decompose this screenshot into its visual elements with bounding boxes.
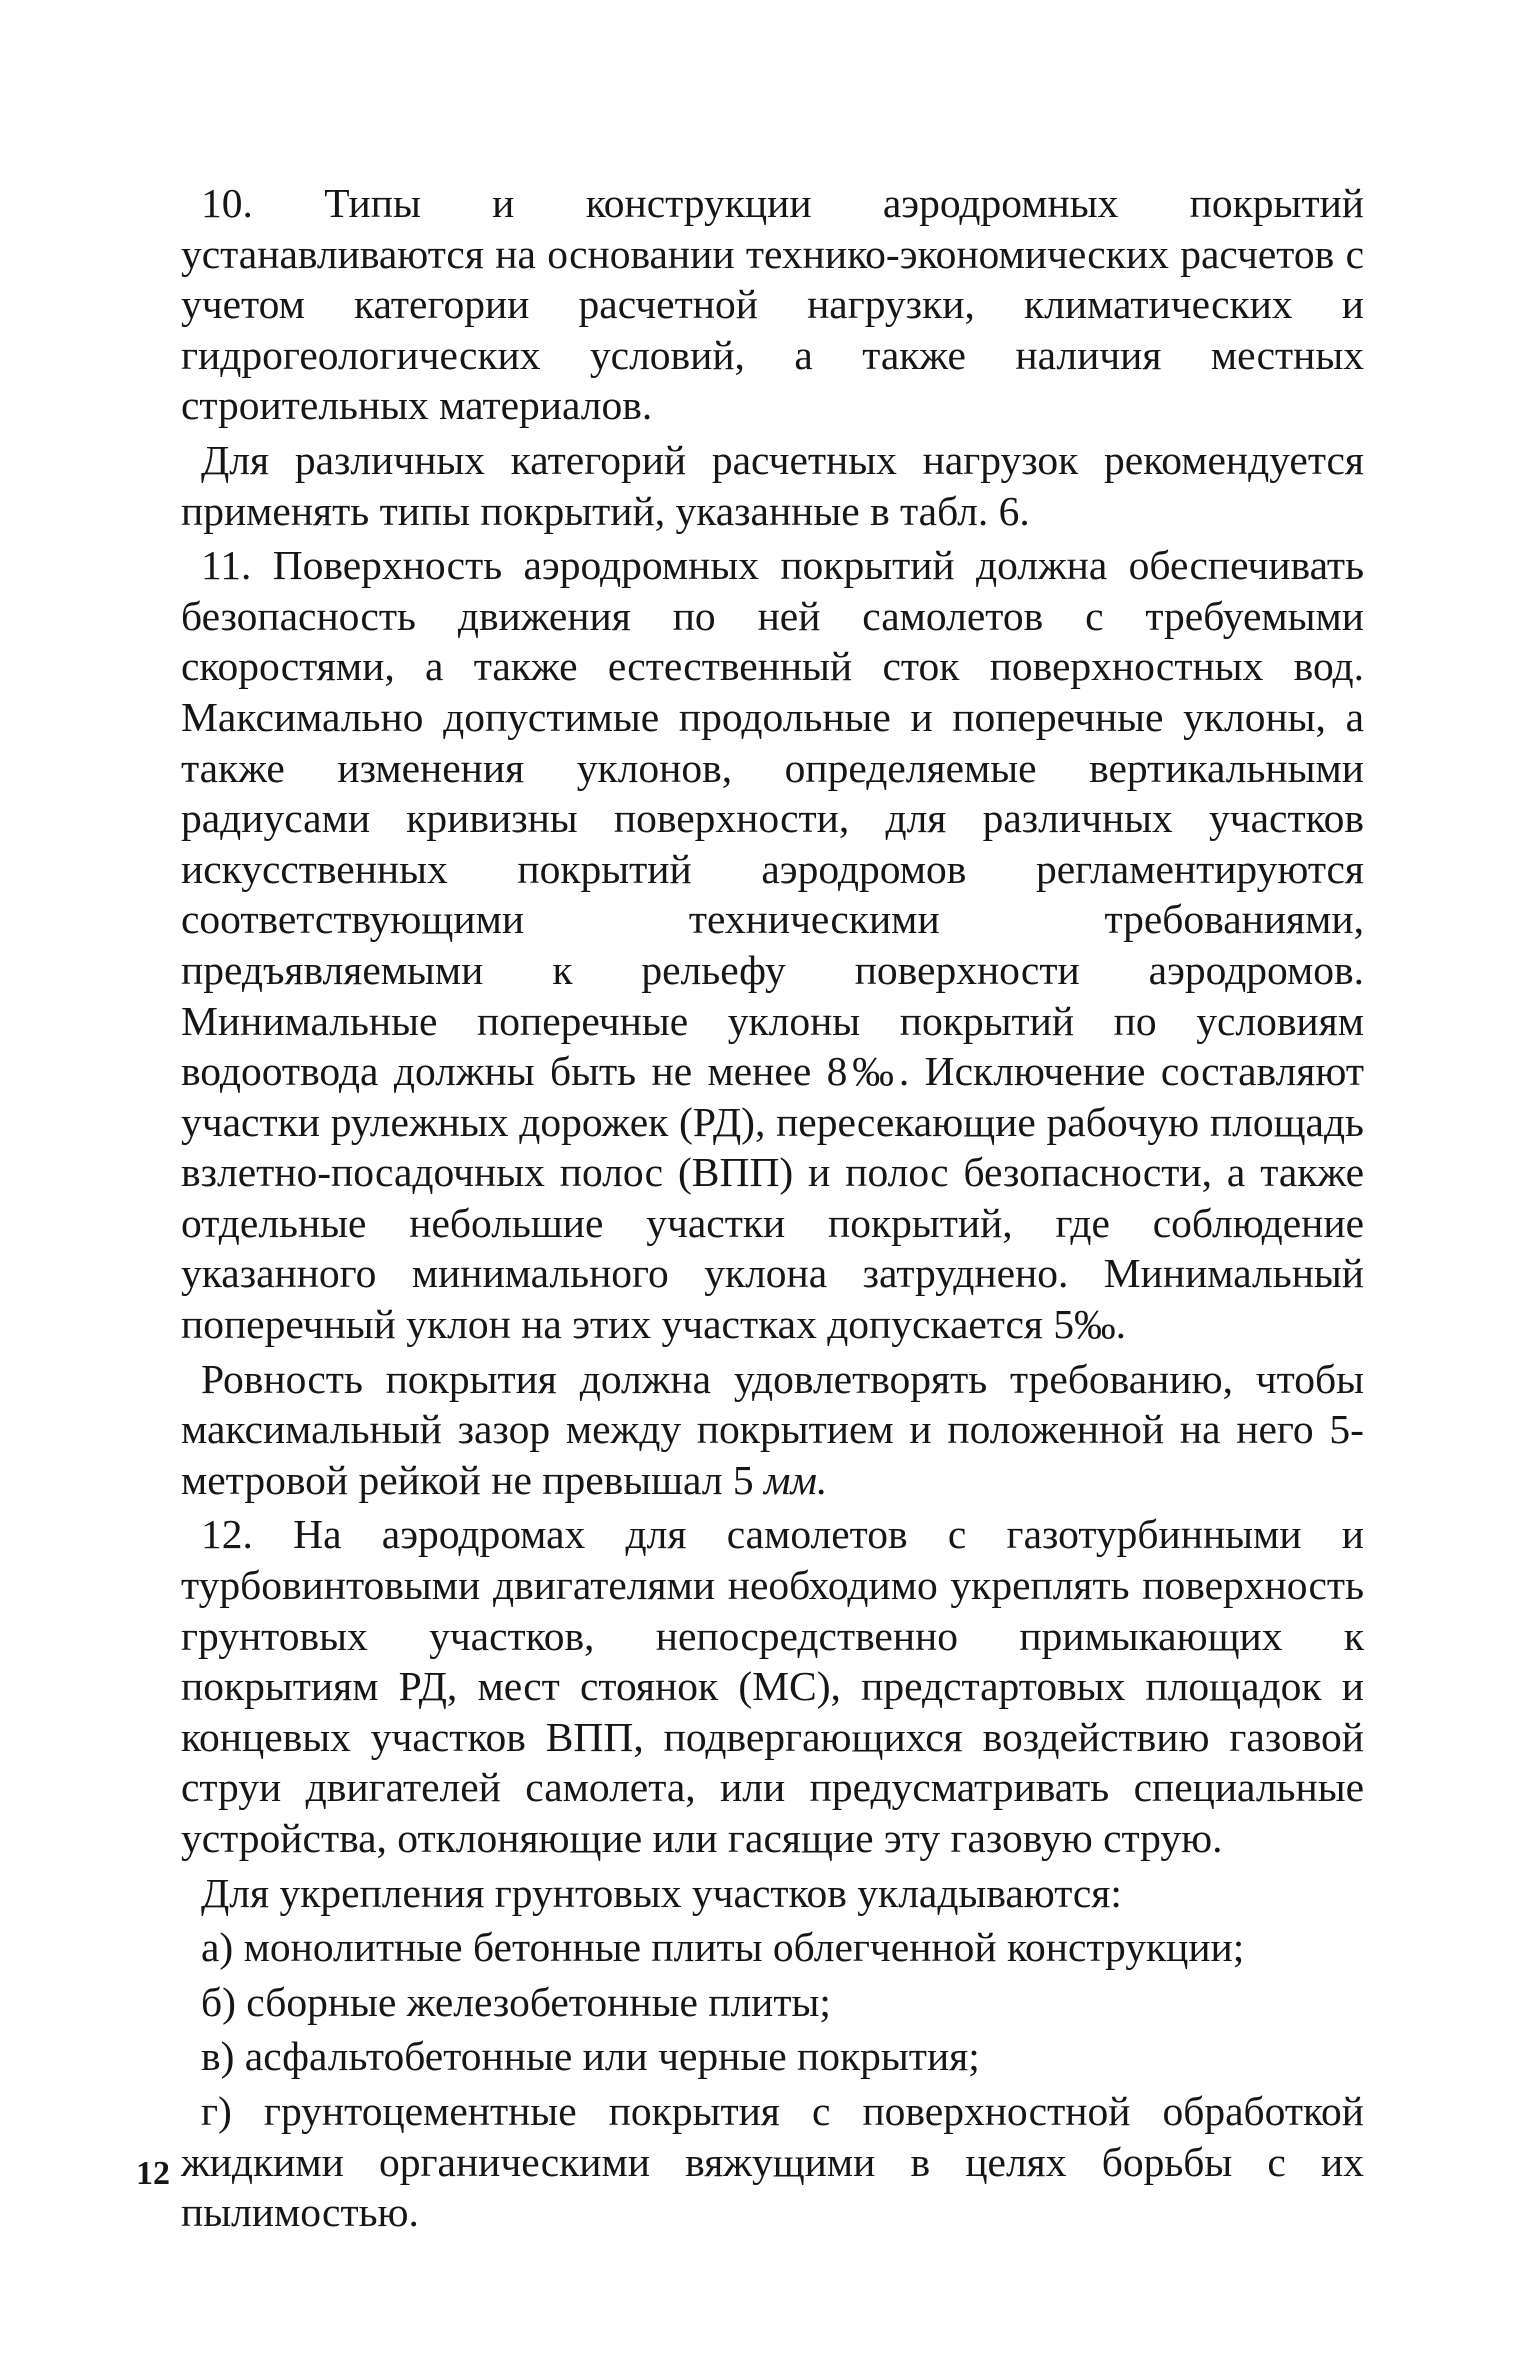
paragraph-12: 12. На аэродромах для самолетов с газотурбинными и турбовинтовыми двигателями необходимо укреплять поверхность грунтовых участков, непосредственно примыкающих к покрытиям РД, мест стоянок (МС), предстартовых площадок и концевых участков ВПП, подвергающихся воздействию газовой струи двигателей самолета, или предусматривать специальные устройства, отклоняющие или гасящие эту газовую струю.: [181, 1511, 1364, 1861]
unit-mm: мм.: [764, 1456, 828, 1503]
document-page: [181, 178, 1364, 2238]
list-item-a: а) монолитные бетонные плиты облегченной конструкции;: [201, 1924, 1245, 1971]
paragraph-11-evenness: [181, 1354, 1364, 1506]
list-item-v: в) асфальтобетонные или черные покрытия;: [201, 2033, 980, 2080]
page-number: 12: [136, 2155, 170, 2192]
paragraph-10: 10. Типы и конструкции аэродромных покрытий устанавливаются на основании технико-экономических расчетов с учетом категории расчетной нагрузки, климатических и гидрогеологических условий, а также наличия местных строительных материалов.: [181, 180, 1364, 429]
paragraph-12-lead: Для укрепления грунтовых участков укладываются:: [201, 1869, 1122, 1916]
paragraph-11: 11. Поверхность аэродромных покрытий должна обеспечивать безопасность движения по ней самолетов с требуемыми скоростями, а также естественный сток поверхностных вод. Максимально допустимые продольные и поперечные уклоны, а также изменения уклонов, определяемые вертикальными радиусами кривизны поверхности, для различных участков искусственных покрытий аэродромов регламентируются соответствующими техническими требованиями, предъявляемыми к рельефу поверхности аэродромов. Минимальные поперечные уклоны покрытий по условиям водоотвода должны быть не менее 8‰. Исключение составляют участки рулежных дорожек (РД), пересекающие рабочую площадь взлетно-посадочных полос (ВПП) и полос безопасности, а также отдельные небольшие участки покрытий, где соблюдение указанного минимального уклона затруднено. Минимальный поперечный уклон на этих участках допускается 5‰.: [181, 542, 1364, 1348]
list-item-b: б) сборные железобетонные плиты;: [201, 1978, 831, 2025]
paragraph-10-table-reference: Для различных категорий расчетных нагрузок рекомендуется применять типы покрытий, указанные в табл. 6.: [181, 436, 1364, 534]
paragraph-11-evenness-text: Ровность покрытия должна удовлетворять требованию, чтобы максимальный зазор между покрытием и положенной на него 5-метровой рейкой не превышал 5: [181, 1355, 1364, 1503]
list-item-g: г) грунтоцементные покрытия с поверхностной обработкой жидкими органическими вяжущими в целях борьбы с их пылимостью.: [181, 2087, 1364, 2236]
